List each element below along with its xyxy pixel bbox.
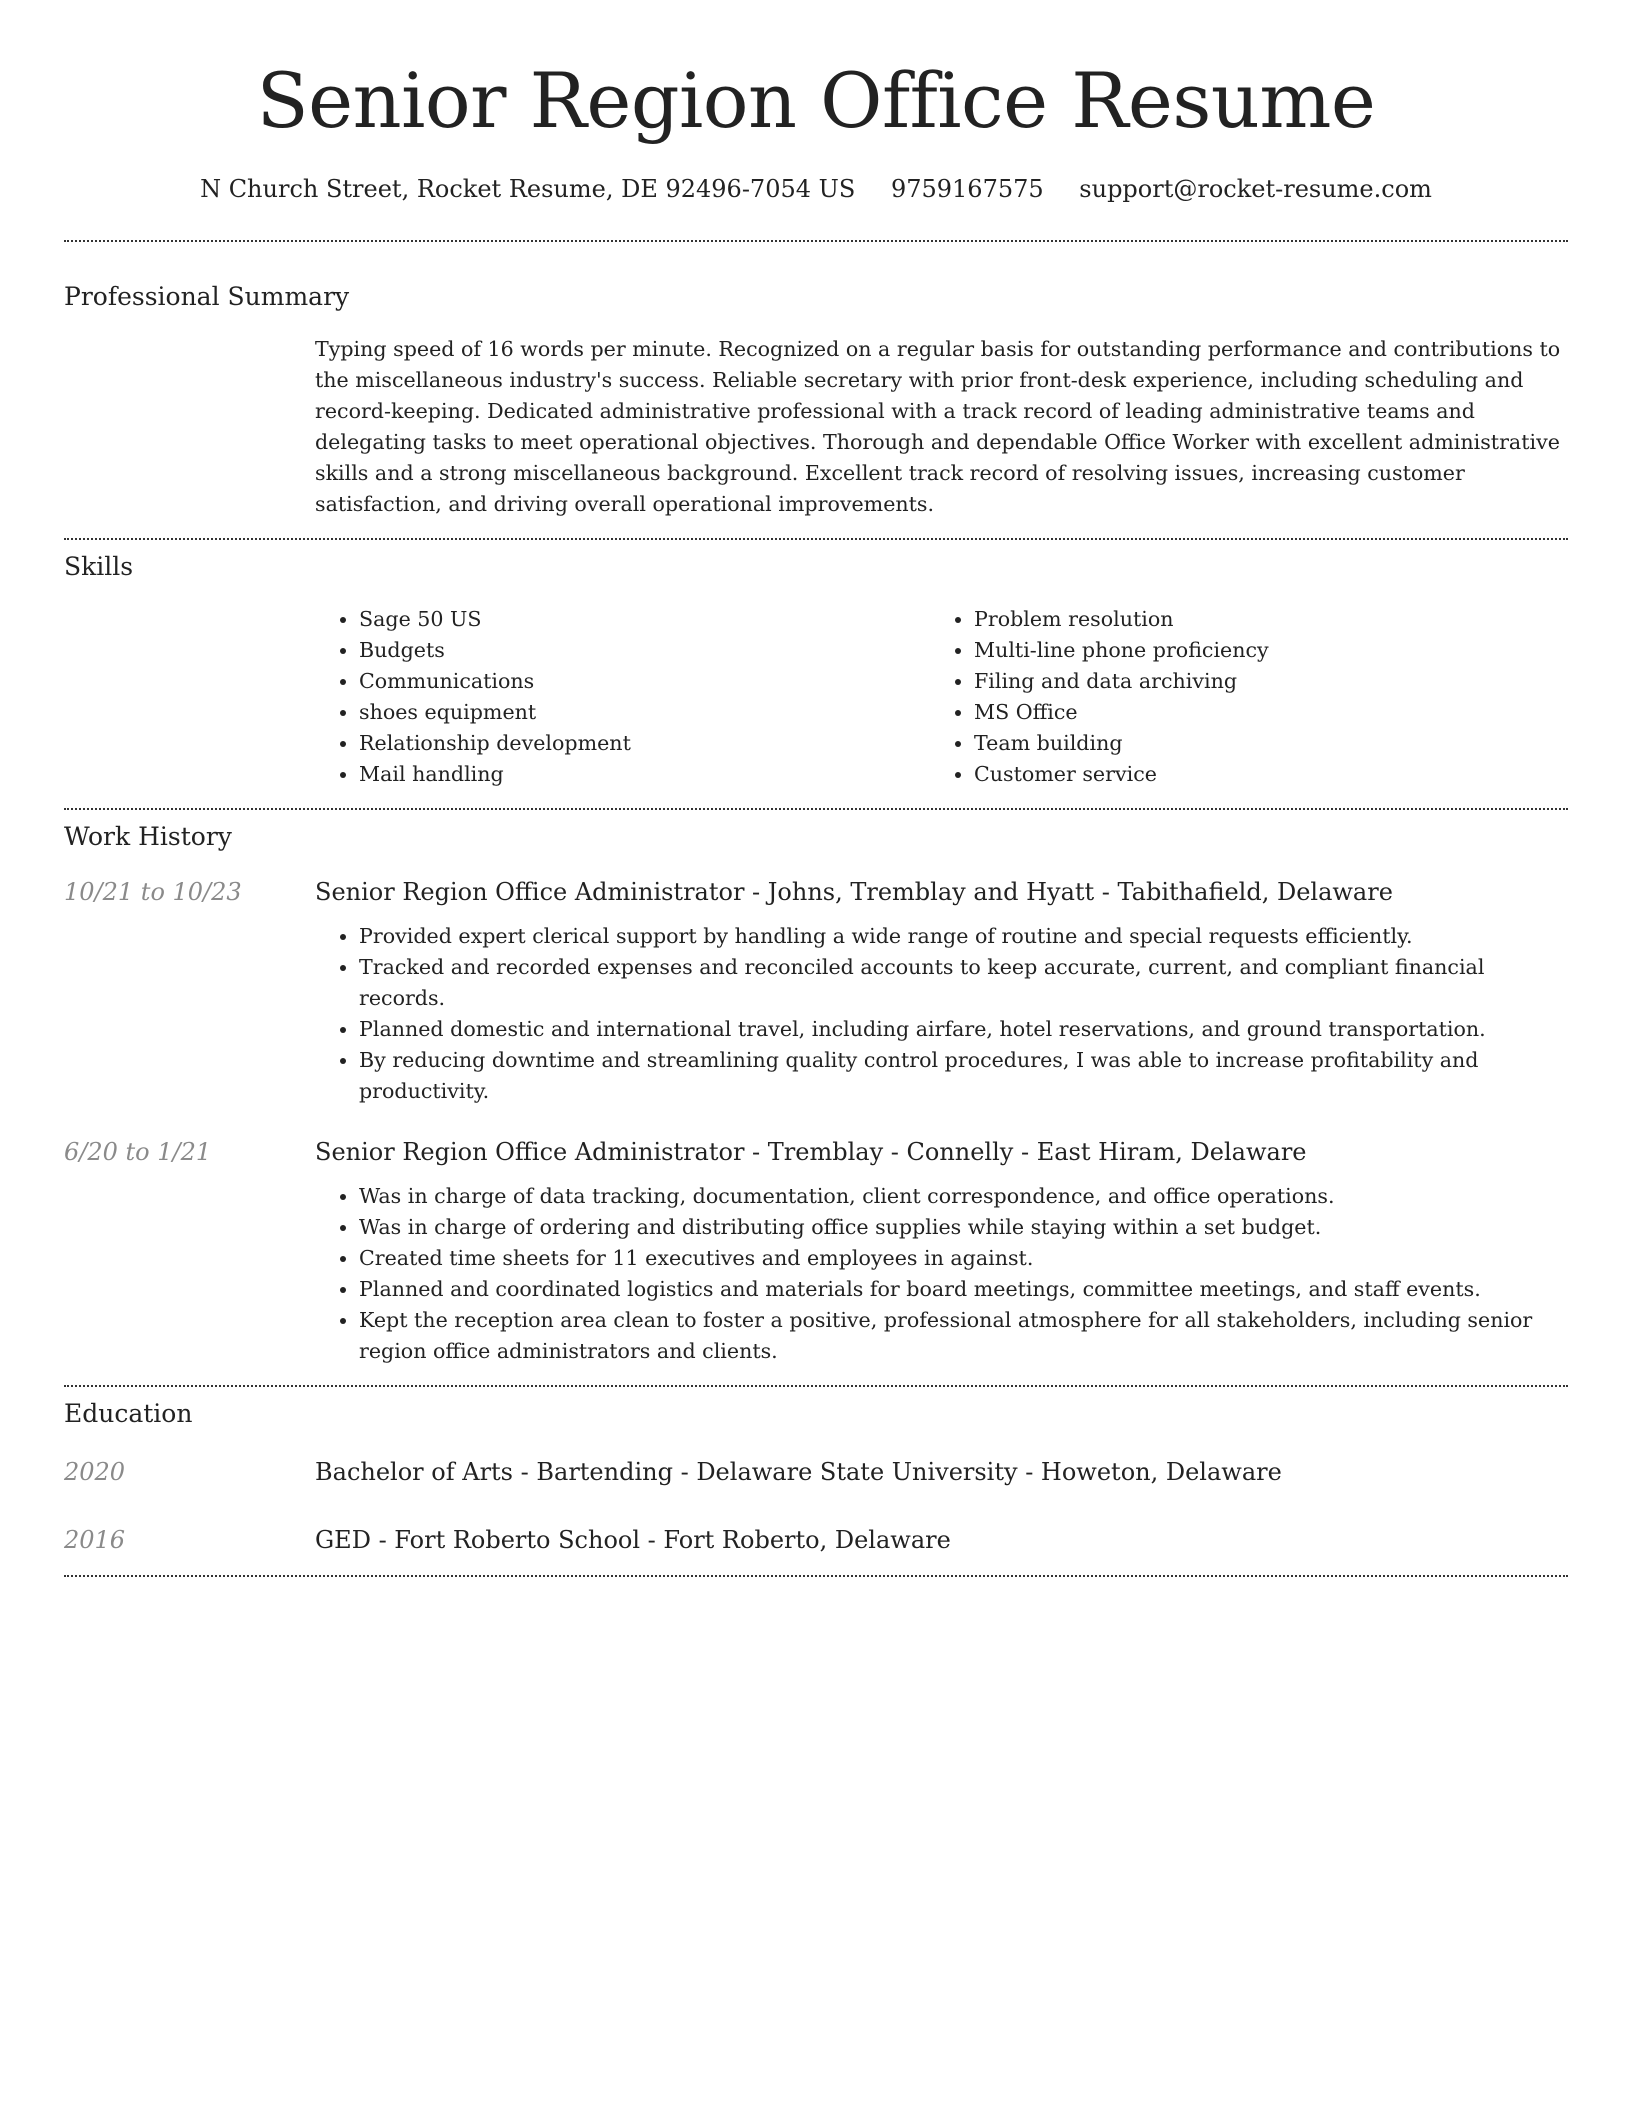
job-bullet: • Was in charge of ordering and distributing office supplies while staying within a set budget.: [359, 1212, 1568, 1243]
education-entry: [64, 1455, 1568, 1489]
skill-item: • Budgets: [359, 635, 930, 666]
section-divider: [64, 1385, 1568, 1387]
skills-heading: Skills: [64, 552, 134, 581]
section-divider: [64, 1575, 1568, 1577]
job-bullets: [315, 1181, 1568, 1367]
contact-email: support@rocket-resume.com: [1079, 175, 1432, 203]
job-heading: Senior Region Office Administrator - Tremblay - Connelly - East Hiram, Delaware: [315, 1138, 1307, 1166]
job-bullets: [315, 921, 1568, 1107]
job-bullet: • By reducing downtime and streamlining quality control procedures, I was able to increase profitability and productivity.: [359, 1045, 1568, 1107]
education-heading-line: GED - Fort Roberto School - Fort Roberto, Delaware: [315, 1526, 951, 1554]
resume-page: [64, 0, 1568, 1577]
education-heading: Education: [64, 1399, 193, 1428]
section-divider: [64, 240, 1568, 242]
job-bullet: • Kept the reception area clean to foster a positive, professional atmosphere for all stakeholders, including senior region office administrators and clients.: [359, 1305, 1568, 1367]
work-history-section: [64, 820, 1568, 1367]
job-dates: 10/21 to 10/23: [64, 878, 242, 906]
contact-line: [64, 172, 1568, 206]
job-bullet: • Planned domestic and international travel, including airfare, hotel reservations, and ground transportation.: [359, 1014, 1568, 1045]
education-heading-line: Bachelor of Arts - Bartending - Delaware State University - Howeton, Delaware: [315, 1458, 1282, 1486]
skill-item: • Team building: [974, 728, 1545, 759]
job-bullet: • Provided expert clerical support by handling a wide range of routine and special requests efficiently.: [359, 921, 1568, 952]
skills-list-right: [930, 604, 1545, 790]
education-year: 2016: [64, 1526, 126, 1554]
skill-item: • Multi-line phone proficiency: [974, 635, 1545, 666]
skill-item: • Sage 50 US: [359, 604, 930, 635]
education-entry: [64, 1523, 1568, 1557]
job-bullet: • Tracked and recorded expenses and reconciled accounts to keep accurate, current, and compliant financial records.: [359, 952, 1568, 1014]
skill-item: • Problem resolution: [974, 604, 1545, 635]
summary-section: [64, 280, 1568, 520]
job-dates: 6/20 to 1/21: [64, 1138, 212, 1166]
skills-list-left: [315, 604, 930, 790]
job-heading: Senior Region Office Administrator - Johns, Tremblay and Hyatt - Tabithafield, Delaware: [315, 878, 1393, 906]
summary-text: Typing speed of 16 words per minute. Recognized on a regular basis for outstanding performance and contributions to the miscellaneous industry's success. Reliable secretary with prior front-desk experience, including scheduling and record-keeping. Dedicated administrative professional with a track record of leading administrative teams and delegating tasks to meet operational objectives. Thorough and dependable Office Worker with excellent administrative skills and a strong miscellaneous background. Excellent track record of resolving issues, increasing customer satisfaction, and driving overall operational improvements.: [315, 337, 1561, 516]
skill-item: • Customer service: [974, 759, 1545, 790]
resume-title: Senior Region Office Resume: [256, 56, 1376, 145]
job-bullet: • Planned and coordinated logistics and materials for board meetings, committee meetings, and staff events.: [359, 1274, 1568, 1305]
skill-item: • Mail handling: [359, 759, 930, 790]
work-history-heading: Work History: [64, 822, 232, 851]
section-divider: [64, 538, 1568, 540]
skill-item: • shoes equipment: [359, 697, 930, 728]
section-divider: [64, 808, 1568, 810]
skill-item: • Relationship development: [359, 728, 930, 759]
education-section: [64, 1397, 1568, 1557]
skills-section: [64, 550, 1568, 790]
job-bullet: • Created time sheets for 11 executives and employees in against.: [359, 1243, 1568, 1274]
job-entry: [64, 875, 1568, 1107]
summary-heading: Professional Summary: [64, 282, 350, 311]
skill-item: • Filing and data archiving: [974, 666, 1545, 697]
skill-item: • Communications: [359, 666, 930, 697]
education-year: 2020: [64, 1458, 126, 1486]
contact-phone: 9759167575: [890, 175, 1044, 203]
job-bullet: • Was in charge of data tracking, documentation, client correspondence, and office operations.: [359, 1181, 1568, 1212]
job-entry: [64, 1135, 1568, 1367]
contact-address: N Church Street, Rocket Resume, DE 92496-7054 US: [200, 175, 856, 203]
skill-item: • MS Office: [974, 697, 1545, 728]
